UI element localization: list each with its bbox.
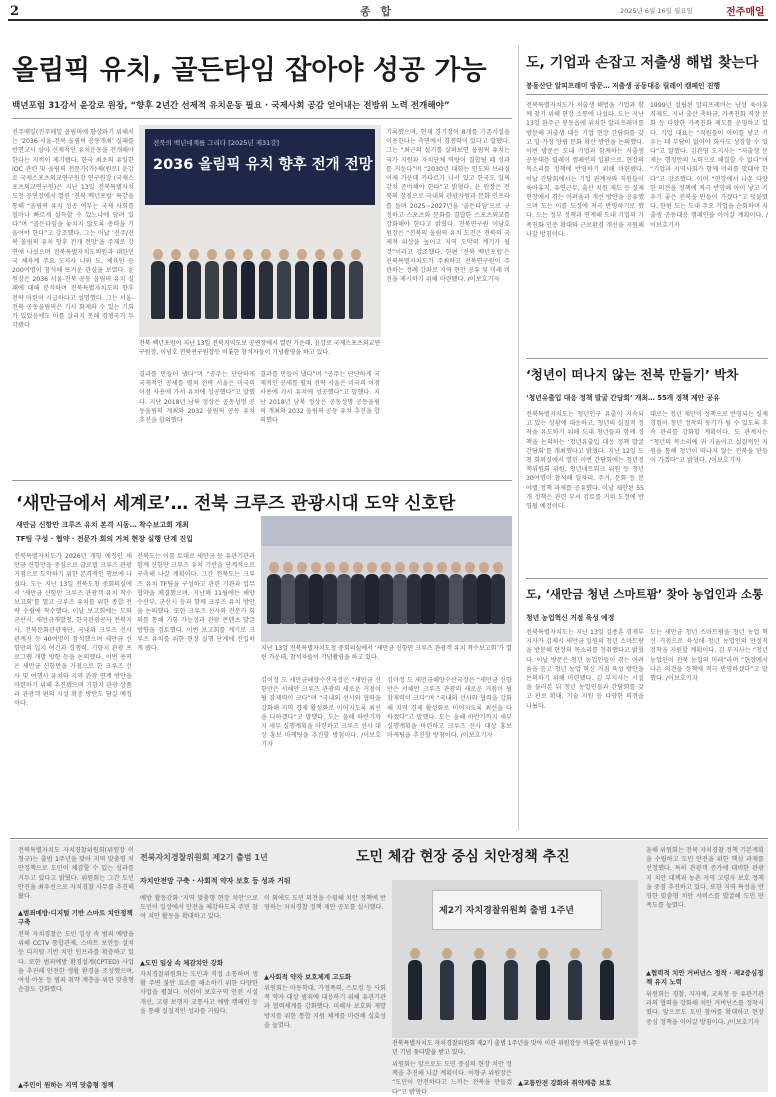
article6-left-col: 전북특별자치도 자치경찰위원회(위원장 이형규)는 출범 1주년을 맞아 지역 맞춤형 치안정책으로 도민이 체감할 수 있는 성과를 거두고 있다고 밝혔다. 위원회는 그간 도민 안전을 최우선으로 자치경찰 사무를 추진해 왔다. xyxy=(18,847,134,901)
article4-subhead2: TF팀 구성 · 협약 · 전문가 회의 거쳐 현장 실행 단계 진입 xyxy=(16,535,193,543)
article2-subhead: 봉동산단 알피프레미 방문… 저출생 공동대응 릴레이 캠페인 진행 xyxy=(526,82,721,90)
article1-photo xyxy=(139,125,381,337)
divider xyxy=(10,838,768,839)
issue-date: 2025년 6월 16일 월요일 xyxy=(620,7,693,15)
article5-subhead: 청년 농업혁신 거점 육성 예정 xyxy=(526,614,615,622)
article2-col1: 전북특별자치도가 저출생 해법을 기업과 함께 찾기 위해 현장 소통에 나섰다. 도는 지난 13일 완주군 봉동읍에 위치한 알피프레미를 방문해 저출생 대응 기업 현장 간담회를 갖고 일·가정 양립 문화 확산 방안을 논의했다. 이번 방문은 도내 기업과 함께하는 저출생 공동대응 릴레이 캠페인의 일환으로, 현장의 목소리를 정책에 반영하기 위해 마련됐다. 이날 간담회에서는 기업 관계자와 직원들이 육아휴직, 유연근무, 출산 지원 제도 등 실제 현장에서 겪는 어려움과 개선 방안을 공유했으며 도는 이를 도정에 적극 반영하기로 했다. 도는 정부 정책과 연계해 도내 기업의 가족친화 인증 확대와 근로환경 개선을 지원해 나갈 방침이다. xyxy=(526,102,644,238)
article5-col2: 도는 새만금 청년 스마트팜을 청년 농업 혁신 거점으로 육성해 청년 농업인의 안정적 정착을 지원할 계획이다. 김 부지사는 “청년 농업인이 전북 농업의 미래”라며 “현장에서 나온 의견을 정책에 적극 반영하겠다”고 말했다. /이보호기자 xyxy=(650,629,768,683)
article4-photo-caption: 지난 13일 전북특별자치도청 중회의실에서 ‘새만금 신항만 크루즈 관광객 유치 착수보고회’가 열린 가운데, 참석자들이 기념촬영을 하고 있다. xyxy=(261,645,512,661)
section-title: 종 합 xyxy=(360,5,395,18)
divider xyxy=(12,480,512,481)
article6-subhead: 자치안전망 구축 · 사회적 약자 보호 등 성과 거둬 xyxy=(140,877,291,885)
article1-subhead: 백년포럼 31강서 윤강로 원장, “향후 2년간 선제적 유치운동 필요 · 국제사회 공감 얻어내는 전방위 노력 전개해야” xyxy=(12,101,450,111)
article3-col1: 전북특별자치도는 청년인구 유출이 지속되고 있는 상황에 대응하고, 청년의 실질적 정착을 유도하기 위해 도내 청년들과 함께 정책을 논의하는 ‘청년유출입 대응 정책 발굴 간담회’를 개최했다고 밝혔다. 지난 12일 도청 회의실에서 열린 이번 간담회에는 청년정책위원회 위원, 청년네트워크 위원 등 청년 30여명이 참석해 일자리, 주거, 문화 등 분야별 정책 과제를 공유했다. 이날 제안된 55개 정책은 관련 부서 검토를 거쳐 도정에 반영될 예정이다. xyxy=(526,411,644,511)
article6-bottom-heading: ▲교통안전 강화와 취약계층 보호 xyxy=(518,1079,612,1087)
article6-mid-col2: 이 외에도 도민 의견을 수렴해 치안 정책에 반영하는 자치경찰 정책 제안 공모를 실시했다. xyxy=(264,895,386,912)
article6-left-heading1: ▲범죄예방·디지털 기반 스마트 치안정책 구축 xyxy=(18,909,133,926)
article3-col2: 대로는 청년 제안이 정책으로 반영되는 실제 경험이 청년 정착의 동기가 될 수 있도록 후속 관리를 강화할 계획이다. 도 관계자는 “청년의 목소리에 귀 기울이고 실질적인 지원을 통해 청년이 떠나지 않는 전북을 만들어 가겠다”고 밝혔다. /이보호기자 xyxy=(650,411,768,465)
article4-subhead1: 새만금 신항만 크루즈 유치 본격 시동… 착수보고회 개최 xyxy=(16,521,189,529)
divider xyxy=(526,358,768,359)
article2-col2: 1999년 설립된 알피프레미는 남성 육아휴직제도, 자녀 출산 축하금, 가족친화 직장 문화 등 다양한 가족친화 제도를 운영하고 있다. 기업 대표는 “직원들이 아이를 낳고 키우는 데 부담이 없어야 회사도 성장할 수 있다”고 말했다. 김관영 도지사는 “저출생 문제는 행정만의 노력으로 해결할 수 없다”며 “기업과 지역사회가 함께 머리를 맞대야 한다”고 강조했다. 이어 “현장에서 나온 다양한 의견을 정책에 적극 반영해 아이 낳고 키우기 좋은 전북을 만들어 가겠다”고 덧붙였다. 한편 도는 도내 주요 기업을 순회하며 저출생 공동대응 캠페인을 이어갈 계획이다. /이보호기자 xyxy=(650,102,768,229)
column-divider xyxy=(518,45,519,830)
article6-mid-col1b: 자치경찰위원회는 도민과 직접 소통하며 생활 주변 불안 요소를 해소하기 위한 다양한 사업을 펼쳤다. 어린이 보호구역 안전 시설 개선, 고령 보행자 교통사고 예방 캠페인 등을 통해 실질적인 성과를 거뒀다. xyxy=(140,971,258,1015)
article6-kicker: 전북자치경찰위원회 제2기 출범 1년 xyxy=(140,853,268,862)
article1-col3: 기록했으며, 현재 경기장이 8개를 기존시설을 이용한다는 측면에서 경쟁력이 있다고 말했다. 그는 “최근의 설기를 살펴보면 올림픽 유치는 국가 지원과 자치단체 역량이 결합될 때 성과를 거둔다”며 “2030년 대회는 인도와 브라질 이제 가운데 카타르가 나서 있고 한국도 일찌감치 준비해야 한다”고 밝혔다. 윤 원장은 전북의 장점으로 국내외 관광자원과 문화 인프라를 들며 2025~2027년을 ‘골든타임’으로 규정하고 스포츠와 문화를 결합한 스포츠외교를 강화해야 한다고 밝혔다. 전북연구원 이남호 원장은 “전북의 올림픽 유치 도전은 전북의 국제적 위상을 높이고 지역 도약의 계기가 될 것”이라고 강조했다. 한편 ‘전북 백년포럼’은 전북특별자치도가 주최하고 전북연구원이 주관하는 정례 강좌로 지역 현안 공유 및 미래 비전을 제시하기 위해 마련됐다. /이보호기자 xyxy=(386,129,510,284)
article4-col2: 전북도는 이를 토대로 새만금 등 유관기관과 함께 신항만 크루즈 유치 기반을 단계적으로 구축해 나갈 계획이다. 그간 전북도는 크루즈 유치 TF팀을 구성하고 관련 기관과 업무협약을 체결했으며, 지난해 11월에는 해양수산부, 군산시 등과 함께 크루즈 유치 방안을 논의했다. 또한 크루즈 선사와 전문가 회의를 통해 기항 가능성과 관광 콘텐츠 발굴 방향을 검토했다. 이번 보고회를 계기로 크루즈 유치를 위한 현장 실행 단계에 진입하게 됐다. xyxy=(137,553,255,653)
article6-photo xyxy=(392,880,638,1038)
article1-col2: 결과를 만들어 냈다”며 “공주는 단단하게 국제적인 공세를 펼쳐 전략 서울은 미국의 이점 사용에 가서 유치에 성공했다”고 말했다. 지난 2018년 남북 정상은 공동성명 공동올림픽 개최와 2032 올림픽 공동 유치 추진을 합의했다 xyxy=(139,371,255,425)
article4-col3: 김이정 도 새만금해양수산국장은 “새만금 신항만은 서해안 크루즈 관광의 새로운 거점이 될 잠재력이 크다”며 “국내외 선사와 협력을 강화해 지역 경제 활성화로 이어지도록 최선을 다하겠다”고 말했다. 도는 올해 하반기까지 세부 실행계획을 마련하고 크루즈 선사 대상 홍보 마케팅을 추진할 방침이다. /이보호기자 xyxy=(261,677,381,749)
divider xyxy=(526,94,768,95)
article3-headline: ‘청년이 떠나지 않는 전북 만들기’ 박차 xyxy=(526,367,739,382)
article6-mid-heading2: ▲사회적 약자 보호체계 고도화 xyxy=(264,973,352,981)
article6-headline: 도민 체감 현장 중심 치안정책 추진 xyxy=(356,849,570,865)
article2-headline: 도, 기업과 손잡고 저출생 해법 찾는다 xyxy=(526,55,759,71)
article6-mid-heading: ▲도민 일상 속 체감치안 강화 xyxy=(140,959,224,967)
group-people xyxy=(261,536,512,642)
article4-col3b: 김이정 도 새만금해양수산국장은 “새만금 신항만은 서해안 크루즈 관광의 새로운 거점이 될 잠재력이 크다”며 “국내외 선사와 협력을 강화해 지역 경제 활성화로 이어지도록 최선을 다하겠다”고 말했다. 도는 올해 하반기까지 세부 실행계획을 마련하고 크루즈 선사 대상 홍보 마케팅을 추진할 방침이다. /이보호기자 xyxy=(387,677,512,740)
article4-photo xyxy=(261,516,512,642)
article3-subhead: ‘청년유출입 대응 정책 발굴 간담회’ 개최… 55개 정책 제안 공유 xyxy=(526,394,720,402)
photo-banner-text: 제2기 자치경찰위원회 출범 1주년 xyxy=(439,906,574,916)
header-rule xyxy=(8,19,768,21)
photo-banner-title: 2036 올림픽 유치 향후 전개 전망 xyxy=(153,157,373,173)
article6-bottom-col: 위원회는 앞으로도 도민 중심의 현장 치안 정책을 추진해 나갈 계획이다. 이형규 위원장은 “도민이 안전하다고 느끼는 전북을 만들겠다”고 밝혔다. xyxy=(392,1061,512,1096)
newspaper-brand: 전주매일 xyxy=(726,7,765,18)
article6-left-col2: 전북 자치경찰은 도민 일상 속 범죄 예방을 위해 CCTV 통합관제, 스마트 보안등 설치 등 디지털 기반 치안 인프라를 확충하고 있다. 또한 범죄예방 환경설계(CPTED) 사업을 추진해 안전한 생활 환경을 조성했으며, 여성·아동 등 범죄 취약 계층을 위한 맞춤형 순찰도 강화했다. xyxy=(18,931,134,994)
article6-right-col2: 위원회는 경찰, 지자체, 교육청 등 유관기관과의 협력을 강화해 치안 거버넌스를 정착시켰다. 앞으로도 도민 참여를 확대하고 현장 중심 정책을 이어갈 방침이다. /이보호기자 xyxy=(646,991,764,1026)
article6-mid-col1: 예방 활동강화 ‘지역 맞춤형 현장 치안’으로 도민이 일상에서 안전을 체감하도록 주민 참여 치안 활동을 확대하고 있다. xyxy=(140,895,258,921)
article5-col1: 전북특별자치도는 지난 13일 김종훈 경제부지사가 김제시 새만금 일원의 청년 스마트팜을 방문해 현장의 목소리를 청취했다고 밝혔다. 이날 방문은 청년 농업인들이 겪는 어려움을 듣고 청년 농업 혁신 거점 육성 방안을 논의하기 위해 마련됐다. 김 부지사는 시설을 둘러본 뒤 청년 농업인들과 간담회를 갖고 판로 확대, 기술 지원 등 다양한 의견을 나눴다. xyxy=(526,629,644,710)
photo-banner xyxy=(145,129,375,205)
article1-photo-caption: 전북 백년포럼이 지난 13일 전북지역도보 공연장에서 열린 가운데, 윤강로 국제스포츠외교연구원장, 이념호 전북연구원장등 비롯한 참석자들이 기념촬영을 하고 있다. xyxy=(139,340,381,356)
article5-headline: 도, ‘새만금 청년 스마트팜’ 찾아 농업인과 소통 xyxy=(526,587,764,601)
article6-right-heading: ▲협력적 치안 거버넌스 정착 · 제2중심정책 유지 노력 xyxy=(646,969,764,986)
article6-mid-col2b: 위원회는 아동학대, 가정폭력, 스토킹 등 사회적 약자 대상 범죄에 대응하기 위해 유관기관과 협력체계를 강화했다. 피해자 보호와 재발 방지를 위한 통합 지원 체계를 마련해 실효성을 높였다. xyxy=(264,985,386,1029)
divider xyxy=(12,118,512,119)
article1-col1: 전주매일(진주매일 올림픽에 향상하기 위해서는 ‘2036 서울-전북 올림픽 공동개최’ 실패를 반면교사 삼아 선제적인 유치운동을 전개해야 한다는 지적이 제기됐다. 한국 최초의 유일한 IOC 관련 및 올림픽 전문가(가)제(원로) 윤강로 국제스포츠외교연구원장 연구원장 (국제스포츠외교연구원)은 지난 13일 전북특별자치도청 공연장에서 열린 ‘전북 백년포럼’ 특강을 통해 “올림픽 유치 성공 여부는 국제 사회를 얼마나 빠르게 설득할 수 있느냐에 달려 있다”며 “골든타임을 놓치지 않도록 총력을 기울여야 한다”고 강조했다. 그는 이날 ‘전주/전북 올림픽 유치 향후 전개 전망’을 주제로 강연에 나섰으며 전북특별자치도의원과 대한민국 체육계 주요 도지사 나와 도, 체육인 등 200여명이 참석해 뜨거운 관심을 보였다. 윤 원장은 2036 서울-전북 공동 올림픽 유치 실패에 대해 분석하며 전북특별자치도의 향후 전략 마련이 시급하다고 설명했다. 그는 서울-전북 공동올림픽은 기사 화제와 수 있는 기회가 있었음에도 이를 살리지 못해 경쟁국가 두각됐다 xyxy=(12,129,134,330)
divider xyxy=(526,578,768,579)
article4-col1: 전북특별자치도가 2026년 개항 예정인 새만금 신항만을 중심으로 글로벌 크루즈 관광 거점으로 도약하기 위한 본격적인 행보에 나섰다. 도는 지난 13일 전북도청 중회의실에서 ‘새만금 신항만 크루즈 관광객 유치 착수보고회’를 열고 크루즈 유치를 위한 종합 전략 수립에 착수했다. 이날 보고회에는 도와 군산시, 새만금개발청, 한국관광공사 전북지사, 전북문화관광재단, 국내외 크루즈 선사 관계자 등 40여명이 참석했으며 새만금 신항만의 입지 여건과 경쟁력, 기항지 관광 프로그램 개발 방향 등을 논의했다. 이번 용역은 새만금 신항만을 거점으로 한 크루즈 선사 및 여행사 유치와 지역 관광 연계 방안을 마련하기 위해 추진됐으며 기항지 관광 상품과 관광객 편의 시설 확충 방안도 담길 예정이다. xyxy=(14,553,132,708)
group-people xyxy=(392,920,638,1038)
article4-headline: ‘새만금에서 세계로’… 전북 크루즈 관광시대 도약 신호탄 xyxy=(16,494,456,514)
article6-right-col: 올해 위원회는 전북 자치경찰 정책 기본계획을 수립하고 도민 안전을 위한 핵심 과제를 선정했다. 특히 관광객 증가에 대비한 관광지 치안 대책과 농촌 지역 고령자 보호 정책을 중점 추진하고 있다. 또한 지역 특성을 반영한 맞춤형 치안 서비스를 발굴해 도민 만족도를 높였다. xyxy=(646,847,764,910)
photo-banner-small: 전북의 백년대계를 그리다 [2025년 제31강] xyxy=(153,139,280,147)
page-number: 2 xyxy=(10,4,20,19)
article6-left-heading2: ▲주민이 원하는 지역 맞춤형 정책 xyxy=(18,1081,114,1089)
article6-photo-caption: 전북특별자치도 자치경찰위원회 제2기 출범 1주년을 맞아 이관 위원장등 비롯한 위원들이 1주년 기념 꽃다발을 받고 있다. xyxy=(392,1040,637,1056)
article1-col2b: 결과를 만들어 냈다”며 “공주는 단단하게 국제적인 공세를 펼쳐 전략 서울은 미국의 이점 사용에 가서 유치에 성공했다”고 말했다. 지난 2018년 남북 정상은 공동성명 공동올림픽 개최와 2032 올림픽 공동 유치 추진을 합의했다 xyxy=(260,371,380,425)
group-people xyxy=(139,205,381,337)
article1-headline: 올림픽 유치, 골든타임 잡아야 성공 가능 xyxy=(12,55,487,86)
